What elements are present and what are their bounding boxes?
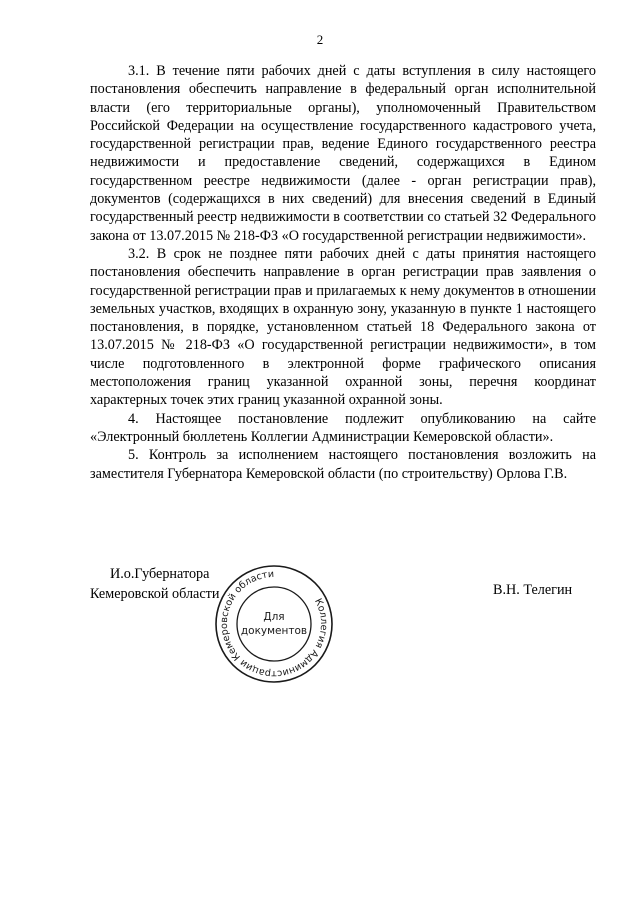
signature-name: В.Н. Телегин [493, 582, 573, 598]
stamp-center-line2: документов [240, 625, 308, 637]
stamp-outer-ring [216, 566, 332, 682]
stamp-center-line1: Для [263, 611, 285, 623]
page-number: 2 [316, 32, 324, 47]
paragraph-5: 5. Контроль за исполнением настоящего постановления возложить на заместителя Губернатора Кемеровской области (по строительству) Орлова Г.В. [90, 447, 596, 482]
paragraph-3-2: 3.2. В срок не позднее пяти рабочих дней с даты принятия настоящего постановления обеспечить направление в орган регистрации прав заявления о государственной регистрации прав и прилагаемых к нему документов в отношении земельных участков, входящих в охранную зону, указанную в пункте 1 настоящего постановления, в порядке, установленном статьей 18 Федерального закона от 13.07.2015 № 218-ФЗ «О государственной регистрации недвижимости», в том числе подготовленного в электронной форме графического описания местоположения границ указанной охранной зоны, перечня координат характерных точек этих границ указанной охранной зоны. [90, 245, 596, 409]
paragraph-4: 4. Настоящее постановление подлежит опубликованию на сайте «Электронный бюллетень Коллегии Администрации Кемеровской области». [90, 410, 596, 445]
signature-title [90, 564, 219, 604]
document-body [90, 62, 596, 483]
paragraph-3-1: 3.1. В течение пяти рабочих дней с даты вступления в силу настоящего постановления обеспечить направление в федеральный орган исполнительной власти (его территориальные органы), уполномоченный Правительством Российской Федерации на осуществление государственного кадастрового учета, государственной регистрации прав, ведение Единого государственного реестра недвижимости и предоставление сведений, содержащихся в Едином государственном реестре недвижимости (далее - орган регистрации прав), документов (содержащихся в них сведений) для внесения сведений в Единый государственный реестр недвижимости в соответствии со статьей 32 Федерального закона от 13.07.2015 № 218-ФЗ «О государственной регистрации недвижимости». [90, 63, 596, 244]
stamp-ring-text: Коллегия Администрации Кемеровской области [218, 568, 330, 680]
signature-title-line2: Кемеровской области [90, 586, 220, 602]
stamp-inner-ring [237, 587, 311, 661]
signature-title-line1: И.о.Губернатора [110, 566, 210, 582]
official-stamp [213, 563, 335, 685]
